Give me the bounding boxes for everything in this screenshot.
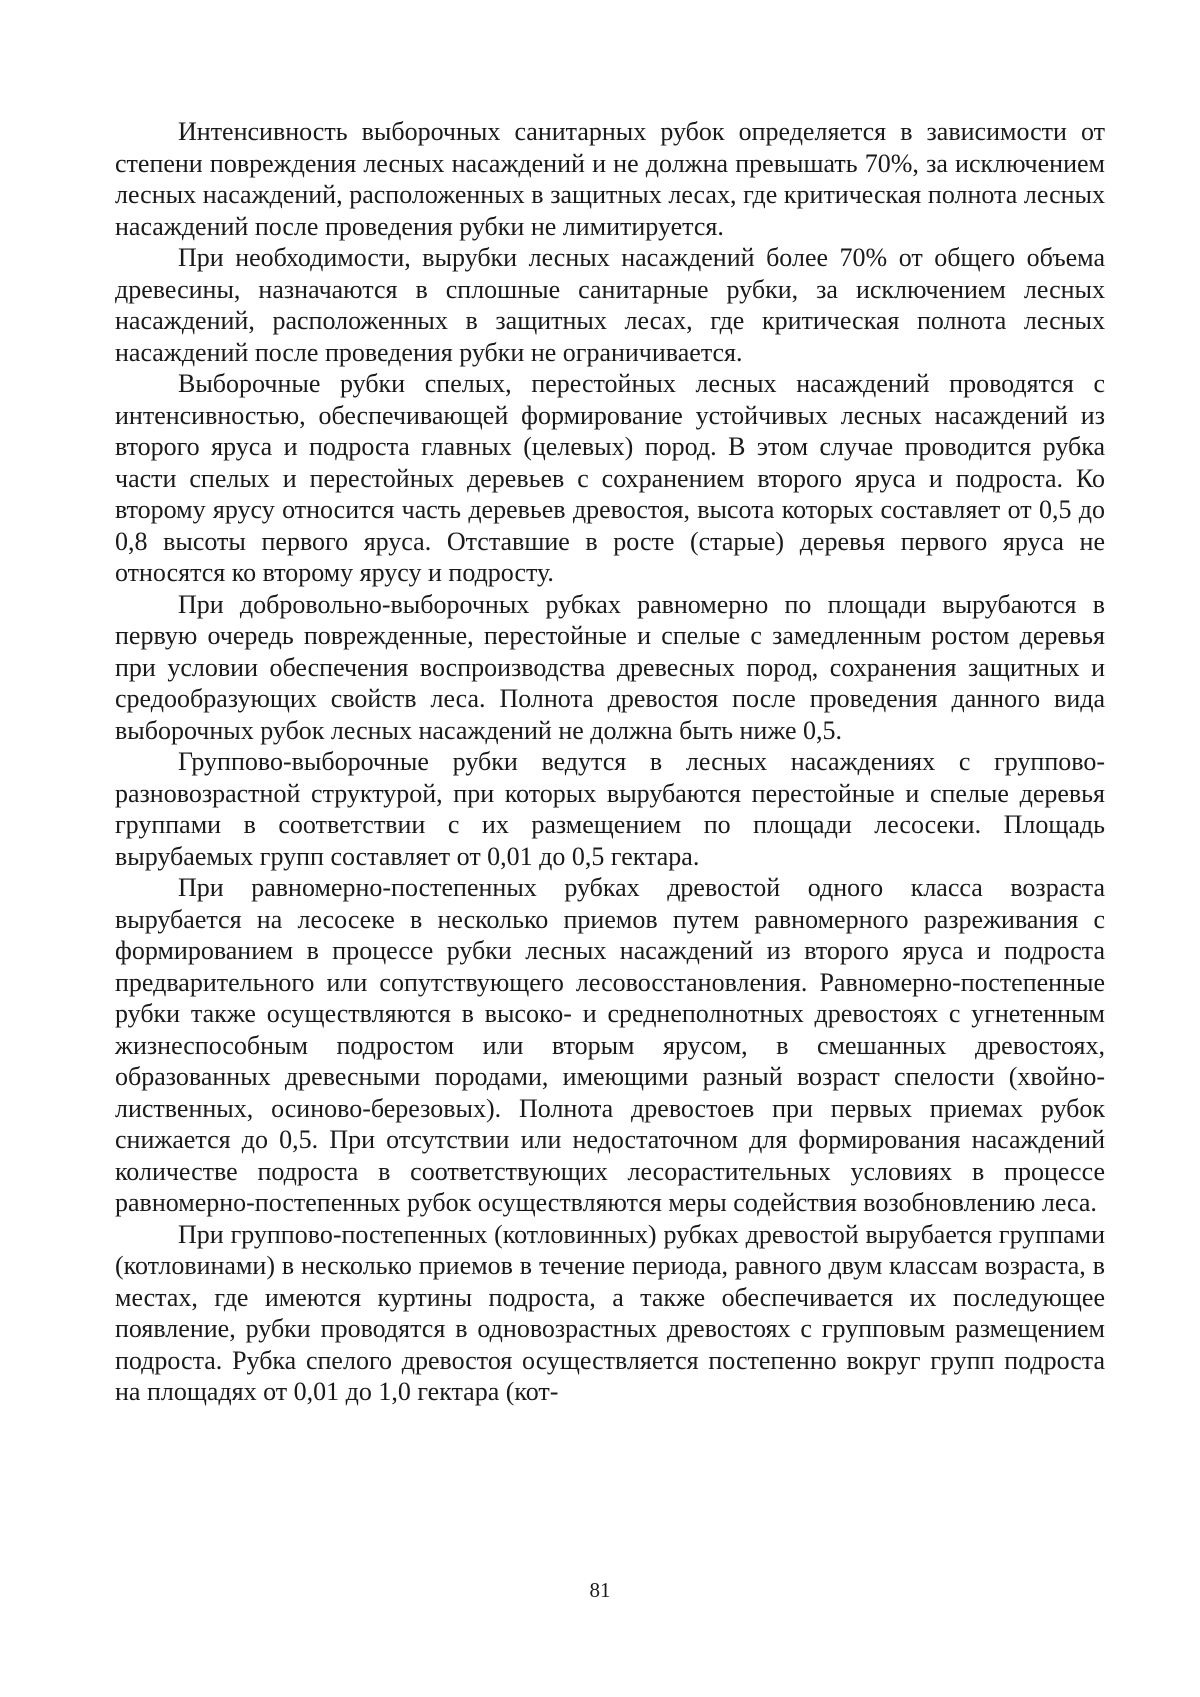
paragraph-3: Выборочные рубки спелых, перестойных лесных насаждений проводятся с интенсивностью, обеспечивающей формирование устойчивых лесных насаждений из второго яруса и подроста главных (целевых) пород. В этом случае проводится рубка части спелых и перестойных деревьев с сохранением второго яруса и подроста. Ко второму ярусу относится часть деревьев древостоя, высота которых составляет от 0,5 до 0,8 высоты первого яруса. Отставшие в росте (старые) деревья первого яруса не относятся ко второму ярусу и подросту. (115, 369, 1105, 587)
paragraph-4: При добровольно-выборочных рубках равномерно по площади вырубаются в первую очередь поврежденные, перестойные и спелые с замедленным ростом деревья при условии обеспечения воспроизводства древесных пород, сохранения защитных и средообразующих свойств леса. Полнота древостоя после проведения данного вида выборочных рубок лесных насаждений не должна быть ниже 0,5. (115, 589, 1105, 745)
paragraph-7: При группово-постепенных (котловинных) рубках древостой вырубается группами (котловинами) в несколько приемов в течение периода, равного двум классам возраста, в местах, где имеются куртины подроста, а также обеспечивается их последующее появление, рубки проводятся в одновозрастных древостоях с групповым размещением подроста. Рубка спелого древостоя осуществляется постепенно вокруг групп подроста на площадях от 0,01 до 1,0 гектара (кот- (115, 1219, 1105, 1406)
body-text (115, 116, 1105, 1408)
page-number: 81 (589, 1578, 611, 1602)
paragraph-1: Интенсивность выборочных санитарных рубок определяется в зависимости от степени повреждения лесных насаждений и не должна превышать 70%, за исключением лесных насаждений, расположенных в защитных лесах, где критическая полнота лесных насаждений после проведения рубки не лимитируется. (115, 117, 1105, 241)
paragraph-6: При равномерно-постепенных рубках древостой одного класса возраста вырубается на лесосеке в несколько приемов путем равномерного разреживания с формированием в процессе рубки лесных насаждений из второго яруса и подроста предварительного или сопутствующего лесовосстановления. Равномерно-постепенные рубки также осуществляются в высоко- и среднеполнотных древостоях с угнетенным жизнеспособным подростом или вторым ярусом, в смешанных древостоях, образованных древесными породами, имеющими разный возраст спелости (хвойно-лиственных, осиново-березовых). Полнота древостоев при первых приемах рубок снижается до 0,5. При отсутствии или недостаточном для формирования насаждений количестве подроста в соответствующих лесорастительных условиях в процессе равномерно-постепенных рубок осуществляются меры содействия возобновлению леса. (115, 873, 1105, 1217)
paragraph-2: При необходимости, вырубки лесных насаждений более 70% от общего объема древесины, назначаются в сплошные санитарные рубки, за исключением лесных насаждений, расположенных в защитных лесах, где критическая полнота лесных насаждений после проведения рубки не ограничивается. (115, 243, 1105, 367)
paragraph-5: Группово-выборочные рубки ведутся в лесных насаждениях с группово-разновозрастной структурой, при которых вырубаются перестойные и спелые деревья группами в соответствии с их размещением по площади лесосеки. Площадь вырубаемых групп составляет от 0,01 до 0,5 гектара. (115, 747, 1105, 871)
